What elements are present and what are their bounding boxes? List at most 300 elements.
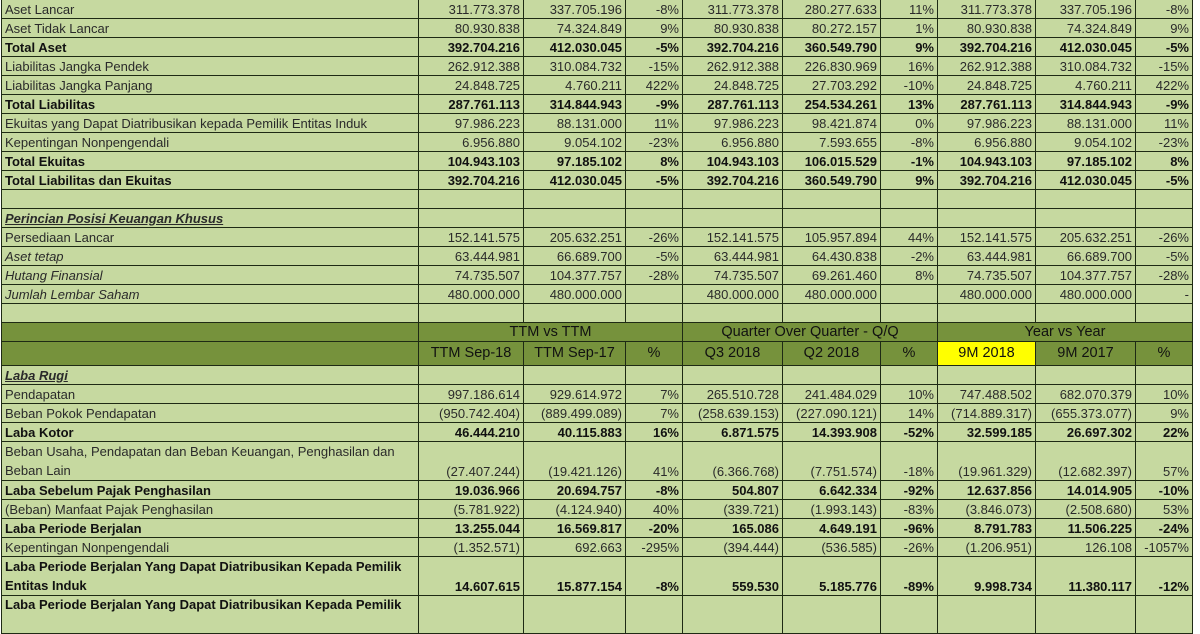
row-label: Persediaan Lancar: [2, 228, 419, 247]
value-cell: 7.593.655: [783, 133, 881, 152]
value-cell: 14.393.908: [783, 423, 881, 442]
percent-cell: [881, 285, 938, 304]
value-cell: (227.090.121): [783, 404, 881, 423]
value-cell: (889.499.089): [524, 404, 626, 423]
value-cell: 6.956.880: [683, 133, 783, 152]
value-cell: 412.030.045: [524, 38, 626, 57]
period-header: [2, 323, 1193, 366]
percent-cell: [881, 366, 938, 385]
value-cell: 8.791.783: [938, 519, 1036, 538]
value-cell: (339.721): [683, 500, 783, 519]
table-row: [2, 114, 1193, 133]
value-cell: 32.599.185: [938, 423, 1036, 442]
value-cell: 104.377.757: [524, 266, 626, 285]
percent-cell: -92%: [881, 481, 938, 500]
percent-cell: [1136, 366, 1193, 385]
value-cell: 205.632.251: [524, 228, 626, 247]
value-cell: 63.444.981: [419, 247, 524, 266]
value-cell: 152.141.575: [419, 228, 524, 247]
value-cell: 360.549.790: [783, 171, 881, 190]
percent-cell: 0%: [881, 114, 938, 133]
value-cell: 392.704.216: [938, 38, 1036, 57]
percent-cell: -18%: [881, 442, 938, 481]
value-cell: (655.373.077): [1036, 404, 1136, 423]
percent-cell: -15%: [626, 57, 683, 76]
value-cell: [938, 190, 1036, 209]
value-cell: [1036, 190, 1136, 209]
value-cell: [1036, 209, 1136, 228]
value-cell: 314.844.943: [524, 95, 626, 114]
value-cell: 6.956.880: [938, 133, 1036, 152]
value-cell: 6.871.575: [683, 423, 783, 442]
value-cell: 104.377.757: [1036, 266, 1136, 285]
value-cell: 929.614.972: [524, 385, 626, 404]
value-cell: 80.930.838: [419, 19, 524, 38]
percent-cell: -10%: [881, 76, 938, 95]
column-header: %: [1136, 342, 1193, 366]
value-cell: 165.086: [683, 519, 783, 538]
percent-cell: -9%: [1136, 95, 1193, 114]
value-cell: [419, 366, 524, 385]
percent-cell: -9%: [626, 95, 683, 114]
value-cell: (1.993.143): [783, 500, 881, 519]
group-header-ttm: TTM vs TTM: [419, 323, 683, 342]
value-cell: [683, 209, 783, 228]
percent-cell: -5%: [626, 38, 683, 57]
value-cell: 205.632.251: [1036, 228, 1136, 247]
value-cell: [783, 596, 881, 634]
percent-cell: -2%: [881, 247, 938, 266]
value-cell: 63.444.981: [938, 247, 1036, 266]
value-cell: (4.124.940): [524, 500, 626, 519]
percent-cell: -8%: [626, 481, 683, 500]
value-cell: 80.272.157: [783, 19, 881, 38]
value-cell: 97.185.102: [524, 152, 626, 171]
percent-cell: 57%: [1136, 442, 1193, 481]
value-cell: [419, 596, 524, 634]
value-cell: 19.036.966: [419, 481, 524, 500]
row-label: Kepentingan Nonpengendali: [2, 538, 419, 557]
percent-cell: [1136, 596, 1193, 634]
percent-cell: 7%: [626, 404, 683, 423]
table-row: [2, 385, 1193, 404]
table-row: [2, 19, 1193, 38]
value-cell: 46.444.210: [419, 423, 524, 442]
percent-cell: -1%: [881, 152, 938, 171]
value-cell: (2.508.680): [1036, 500, 1136, 519]
value-cell: (12.682.397): [1036, 442, 1136, 481]
row-label: Beban Usaha, Pendapatan dan Beban Keuangan, Penghasilan dan Beban Lain: [2, 442, 419, 481]
value-cell: (3.846.073): [938, 500, 1036, 519]
table-row: [2, 481, 1193, 500]
value-cell: 747.488.502: [938, 385, 1036, 404]
row-label: [2, 304, 419, 323]
table-row: [2, 285, 1193, 304]
row-label: Ekuitas yang Dapat Diatribusikan kepada Pemilik Entitas Induk: [2, 114, 419, 133]
percent-cell: -28%: [1136, 266, 1193, 285]
percent-cell: -5%: [1136, 247, 1193, 266]
row-label: Perincian Posisi Keuangan Khusus: [2, 209, 419, 228]
value-cell: 14.607.615: [419, 557, 524, 596]
value-cell: 88.131.000: [524, 114, 626, 133]
value-cell: (714.889.317): [938, 404, 1036, 423]
value-cell: 80.930.838: [938, 19, 1036, 38]
percent-cell: 14%: [881, 404, 938, 423]
column-header: 9M 2017: [1036, 342, 1136, 366]
value-cell: [524, 209, 626, 228]
column-header: Q2 2018: [783, 342, 881, 366]
value-cell: 480.000.000: [1036, 285, 1136, 304]
value-cell: 337.705.196: [524, 0, 626, 19]
value-cell: 9.998.734: [938, 557, 1036, 596]
value-cell: 412.030.045: [1036, 38, 1136, 57]
table-row: [2, 247, 1193, 266]
table-row: [2, 0, 1193, 19]
row-label: Liabilitas Jangka Pendek: [2, 57, 419, 76]
value-cell: 64.430.838: [783, 247, 881, 266]
percent-cell: -5%: [626, 247, 683, 266]
value-cell: 12.637.856: [938, 481, 1036, 500]
percent-cell: -5%: [1136, 38, 1193, 57]
value-cell: 504.807: [683, 481, 783, 500]
value-cell: [524, 366, 626, 385]
row-label: Laba Rugi: [2, 366, 419, 385]
percent-cell: -295%: [626, 538, 683, 557]
value-cell: 74.324.849: [1036, 19, 1136, 38]
value-cell: 9.054.102: [524, 133, 626, 152]
table-row: [2, 38, 1193, 57]
value-cell: (258.639.153): [683, 404, 783, 423]
value-cell: (394.444): [683, 538, 783, 557]
value-cell: 74.735.507: [683, 266, 783, 285]
percent-cell: -15%: [1136, 57, 1193, 76]
value-cell: 480.000.000: [683, 285, 783, 304]
row-label: Hutang Finansial: [2, 266, 419, 285]
value-cell: (6.366.768): [683, 442, 783, 481]
value-cell: 480.000.000: [783, 285, 881, 304]
row-label: Aset Tidak Lancar: [2, 19, 419, 38]
value-cell: [1036, 304, 1136, 323]
percent-cell: 11%: [1136, 114, 1193, 133]
percent-cell: -26%: [881, 538, 938, 557]
percent-cell: 9%: [881, 38, 938, 57]
value-cell: 14.014.905: [1036, 481, 1136, 500]
group-header-qoq: Quarter Over Quarter - Q/Q: [683, 323, 938, 342]
value-cell: 559.530: [683, 557, 783, 596]
value-cell: 9.054.102: [1036, 133, 1136, 152]
value-cell: 126.108: [1036, 538, 1136, 557]
value-cell: 4.649.191: [783, 519, 881, 538]
value-cell: 98.421.874: [783, 114, 881, 133]
value-cell: 310.084.732: [524, 57, 626, 76]
value-cell: (19.961.329): [938, 442, 1036, 481]
percent-cell: -5%: [1136, 171, 1193, 190]
value-cell: 4.760.211: [524, 76, 626, 95]
value-cell: 97.986.223: [683, 114, 783, 133]
value-cell: 63.444.981: [683, 247, 783, 266]
row-label: Jumlah Lembar Saham: [2, 285, 419, 304]
value-cell: 4.760.211: [1036, 76, 1136, 95]
table-row: [2, 95, 1193, 114]
table-row: [2, 442, 1193, 481]
percent-cell: 8%: [1136, 152, 1193, 171]
table-row: [2, 266, 1193, 285]
percent-cell: -26%: [626, 228, 683, 247]
value-cell: 80.930.838: [683, 19, 783, 38]
value-cell: 241.484.029: [783, 385, 881, 404]
value-cell: (950.742.404): [419, 404, 524, 423]
percent-cell: 422%: [1136, 76, 1193, 95]
percent-cell: 9%: [626, 19, 683, 38]
percent-cell: [626, 366, 683, 385]
value-cell: 24.848.725: [419, 76, 524, 95]
table-row: [2, 209, 1193, 228]
value-cell: 6.642.334: [783, 481, 881, 500]
value-cell: 74.735.507: [938, 266, 1036, 285]
table-row: [2, 152, 1193, 171]
row-label: Laba Periode Berjalan Yang Dapat Diatribusikan Kepada Pemilik Entitas Induk: [2, 557, 419, 596]
value-cell: 412.030.045: [524, 171, 626, 190]
value-cell: 40.115.883: [524, 423, 626, 442]
table-row: [2, 596, 1193, 634]
value-cell: 480.000.000: [419, 285, 524, 304]
row-label: Laba Periode Berjalan Yang Dapat Diatribusikan Kepada Pemilik: [2, 596, 419, 634]
value-cell: 24.848.725: [938, 76, 1036, 95]
table-row: [2, 228, 1193, 247]
value-cell: [524, 190, 626, 209]
value-cell: 254.534.261: [783, 95, 881, 114]
blank-row: [2, 190, 1193, 209]
value-cell: 66.689.700: [524, 247, 626, 266]
percent-cell: -96%: [881, 519, 938, 538]
value-cell: 105.957.894: [783, 228, 881, 247]
percent-cell: 53%: [1136, 500, 1193, 519]
percent-cell: -23%: [1136, 133, 1193, 152]
percent-cell: -83%: [881, 500, 938, 519]
value-cell: 311.773.378: [938, 0, 1036, 19]
percent-cell: 11%: [626, 114, 683, 133]
value-cell: 6.956.880: [419, 133, 524, 152]
value-cell: 11.506.225: [1036, 519, 1136, 538]
value-cell: 13.255.044: [419, 519, 524, 538]
value-cell: [683, 596, 783, 634]
percent-cell: -1057%: [1136, 538, 1193, 557]
value-cell: [938, 596, 1036, 634]
row-label: Liabilitas Jangka Panjang: [2, 76, 419, 95]
percent-cell: -89%: [881, 557, 938, 596]
value-cell: 226.830.969: [783, 57, 881, 76]
value-cell: 262.912.388: [938, 57, 1036, 76]
row-label: Total Aset: [2, 38, 419, 57]
value-cell: [783, 190, 881, 209]
column-header: TTM Sep-17: [524, 342, 626, 366]
percent-cell: 40%: [626, 500, 683, 519]
value-cell: 262.912.388: [419, 57, 524, 76]
value-cell: [1036, 596, 1136, 634]
column-header: %: [626, 342, 683, 366]
value-cell: (1.206.951): [938, 538, 1036, 557]
percent-cell: 9%: [1136, 404, 1193, 423]
value-cell: 97.986.223: [419, 114, 524, 133]
row-label: Kepentingan Nonpengendali: [2, 133, 419, 152]
value-cell: 287.761.113: [683, 95, 783, 114]
percent-cell: 16%: [881, 57, 938, 76]
table-row: [2, 76, 1193, 95]
percent-cell: -8%: [626, 0, 683, 19]
percent-cell: -52%: [881, 423, 938, 442]
value-cell: 287.761.113: [419, 95, 524, 114]
header-blank-cell: [2, 323, 419, 342]
percent-cell: -8%: [881, 133, 938, 152]
percent-cell: 8%: [626, 152, 683, 171]
value-cell: 392.704.216: [683, 171, 783, 190]
value-cell: [683, 190, 783, 209]
value-cell: [419, 209, 524, 228]
value-cell: [419, 190, 524, 209]
row-label: Aset tetap: [2, 247, 419, 266]
blank-row: [2, 304, 1193, 323]
percent-cell: 8%: [881, 266, 938, 285]
value-cell: 682.070.379: [1036, 385, 1136, 404]
percent-cell: [881, 190, 938, 209]
row-label: [2, 190, 419, 209]
percent-cell: -12%: [1136, 557, 1193, 596]
header-blank-cell: [2, 342, 419, 366]
value-cell: (27.407.244): [419, 442, 524, 481]
percent-cell: 7%: [626, 385, 683, 404]
table-row: [2, 557, 1193, 596]
table-row: [2, 423, 1193, 442]
value-cell: [783, 366, 881, 385]
percent-cell: 1%: [881, 19, 938, 38]
percent-cell: [881, 596, 938, 634]
value-cell: 997.186.614: [419, 385, 524, 404]
percent-cell: 10%: [881, 385, 938, 404]
value-cell: [683, 366, 783, 385]
table-row: [2, 500, 1193, 519]
value-cell: 26.697.302: [1036, 423, 1136, 442]
percent-cell: -23%: [626, 133, 683, 152]
value-cell: [524, 596, 626, 634]
row-label: Beban Pokok Pendapatan: [2, 404, 419, 423]
value-cell: [783, 304, 881, 323]
balance-sheet-section: [2, 0, 1193, 323]
percent-cell: 44%: [881, 228, 938, 247]
percent-cell: 13%: [881, 95, 938, 114]
percent-cell: [626, 190, 683, 209]
value-cell: 262.912.388: [683, 57, 783, 76]
row-label: Aset Lancar: [2, 0, 419, 19]
value-cell: 97.185.102: [1036, 152, 1136, 171]
value-cell: 27.703.292: [783, 76, 881, 95]
percent-cell: [626, 304, 683, 323]
column-header: TTM Sep-18: [419, 342, 524, 366]
value-cell: 337.705.196: [1036, 0, 1136, 19]
value-cell: [1036, 366, 1136, 385]
value-cell: [419, 304, 524, 323]
percent-cell: 422%: [626, 76, 683, 95]
percent-cell: [1136, 304, 1193, 323]
table-row: [2, 519, 1193, 538]
row-label: Total Liabilitas dan Ekuitas: [2, 171, 419, 190]
value-cell: 104.943.103: [683, 152, 783, 171]
percent-cell: 41%: [626, 442, 683, 481]
row-label: Laba Periode Berjalan: [2, 519, 419, 538]
value-cell: 392.704.216: [419, 171, 524, 190]
value-cell: (536.585): [783, 538, 881, 557]
table-row: [2, 538, 1193, 557]
value-cell: [524, 304, 626, 323]
percent-cell: [626, 209, 683, 228]
value-cell: 11.380.117: [1036, 557, 1136, 596]
percent-cell: -20%: [626, 519, 683, 538]
value-cell: 480.000.000: [938, 285, 1036, 304]
value-cell: 310.084.732: [1036, 57, 1136, 76]
group-header-yoy: Year vs Year: [938, 323, 1193, 342]
table-row: [2, 133, 1193, 152]
value-cell: 280.277.633: [783, 0, 881, 19]
percent-cell: -8%: [1136, 0, 1193, 19]
value-cell: (7.751.574): [783, 442, 881, 481]
percent-cell: 16%: [626, 423, 683, 442]
percent-cell: [626, 285, 683, 304]
value-cell: [938, 366, 1036, 385]
value-cell: [938, 304, 1036, 323]
value-cell: 16.569.817: [524, 519, 626, 538]
value-cell: 480.000.000: [524, 285, 626, 304]
value-cell: 24.848.725: [683, 76, 783, 95]
value-cell: 311.773.378: [683, 0, 783, 19]
financial-spreadsheet: [1, 0, 1193, 634]
percent-cell: 9%: [1136, 19, 1193, 38]
percent-cell: [881, 209, 938, 228]
value-cell: [938, 209, 1036, 228]
percent-cell: -10%: [1136, 481, 1193, 500]
percent-cell: -28%: [626, 266, 683, 285]
percent-cell: -5%: [626, 171, 683, 190]
value-cell: 97.986.223: [938, 114, 1036, 133]
percent-cell: -8%: [626, 557, 683, 596]
row-label: Pendapatan: [2, 385, 419, 404]
value-cell: 392.704.216: [683, 38, 783, 57]
percent-cell: 9%: [881, 171, 938, 190]
value-cell: 15.877.154: [524, 557, 626, 596]
value-cell: 69.261.460: [783, 266, 881, 285]
percent-cell: 22%: [1136, 423, 1193, 442]
value-cell: (1.352.571): [419, 538, 524, 557]
value-cell: 66.689.700: [1036, 247, 1136, 266]
value-cell: 265.510.728: [683, 385, 783, 404]
percent-cell: -26%: [1136, 228, 1193, 247]
row-label: Laba Sebelum Pajak Penghasilan: [2, 481, 419, 500]
column-header-highlighted: 9M 2018: [938, 342, 1036, 366]
row-label: Total Ekuitas: [2, 152, 419, 171]
value-cell: 314.844.943: [1036, 95, 1136, 114]
value-cell: (5.781.922): [419, 500, 524, 519]
value-cell: 152.141.575: [938, 228, 1036, 247]
value-cell: 5.185.776: [783, 557, 881, 596]
percent-cell: 10%: [1136, 385, 1193, 404]
column-header: Q3 2018: [683, 342, 783, 366]
percent-cell: 11%: [881, 0, 938, 19]
percent-cell: [626, 596, 683, 634]
percent-cell: -24%: [1136, 519, 1193, 538]
row-label: Laba Kotor: [2, 423, 419, 442]
income-statement-section: [2, 366, 1193, 634]
value-cell: 20.694.757: [524, 481, 626, 500]
value-cell: 360.549.790: [783, 38, 881, 57]
value-cell: 104.943.103: [938, 152, 1036, 171]
